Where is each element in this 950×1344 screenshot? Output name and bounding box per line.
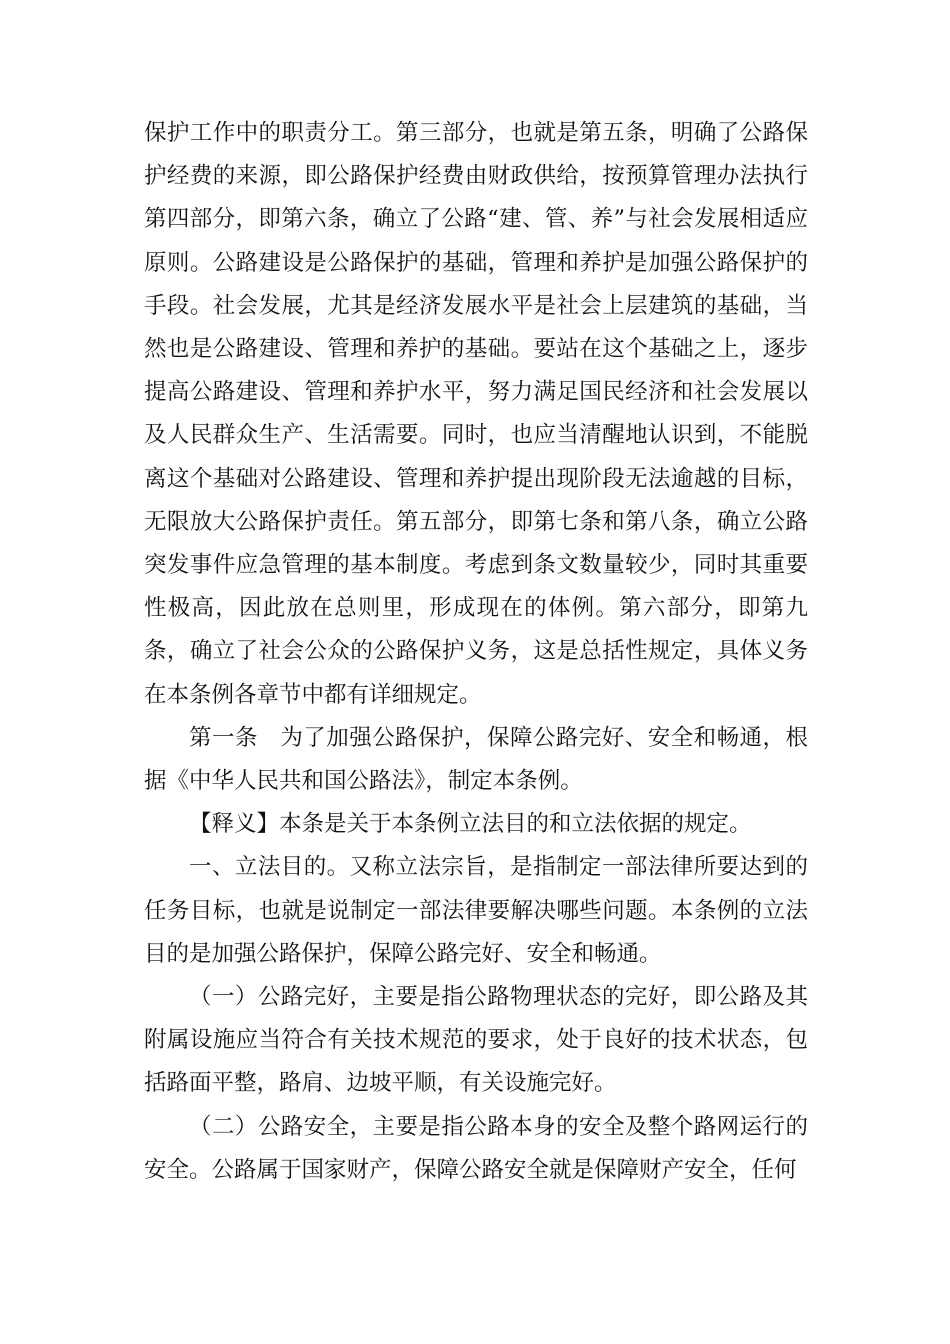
paragraph-road-safety: （二）公路安全，主要是指公路本身的安全及整个路网运行的安全。公路属于国家财产，保障公路安全就是保障财产安全，任何 — [144, 1113, 808, 1183]
document-body — [144, 112, 808, 1192]
paragraph-continuation: 保护工作中的职责分工。第三部分，也就是第五条，明确了公路保护经费的来源，即公路保护经费由财政供给，按预算管理办法执行第四部分，即第六条，确立了公路“建、管、养”与社会发展相适应原则。公路建设是公路保护的基础，管理和养护是加强公路保护的手段。社会发展，尤其是经济发展水平是社会上层建筑的基础，当然也是公路建设、管理和养护的基础。要站在这个基础之上，逐步提高公路建设、管理和养护水平，努力满足国民经济和社会发展以及人民群众生产、生活需要。同时，也应当清醒地认识到，不能脱离这个基础对公路建设、管理和养护提出现阶段无法逾越的目标，无限放大公路保护责任。第五部分，即第七条和第八条，确立公路突发事件应急管理的基本制度。考虑到条文数量较少，同时其重要性极高，因此放在总则里，形成现在的体例。第六部分，即第九条，确立了社会公众的公路保护义务，这是总括性规定，具体义务在本条例各章节中都有详细规定。 — [144, 120, 808, 708]
clause-text: 为了加强公路保护，保障公路完好、安全和畅通，根据《中华人民共和国公路法》，制定本条例。 — [144, 724, 808, 795]
paragraph-interpretation: 【释义】本条是关于本条例立法目的和立法依据的规定。 — [189, 811, 752, 838]
paragraph-road-intact: （一）公路完好，主要是指公路物理状态的完好，即公路及其附属设施应当符合有关技术规范的要求，处于良好的技术状态，包括路面平整，路肩、边坡平顺，有关设施完好。 — [144, 984, 808, 1097]
clause-label: 第一条 — [189, 724, 258, 751]
paragraph-legislative-purpose: 一、立法目的。又称立法宗旨，是指制定一部法律所要达到的任务目标，也就是说制定一部法律要解决哪些问题。本条例的立法目的是加强公路保护，保障公路完好、安全和畅通。 — [144, 854, 808, 967]
paragraph-article-one — [144, 717, 808, 803]
